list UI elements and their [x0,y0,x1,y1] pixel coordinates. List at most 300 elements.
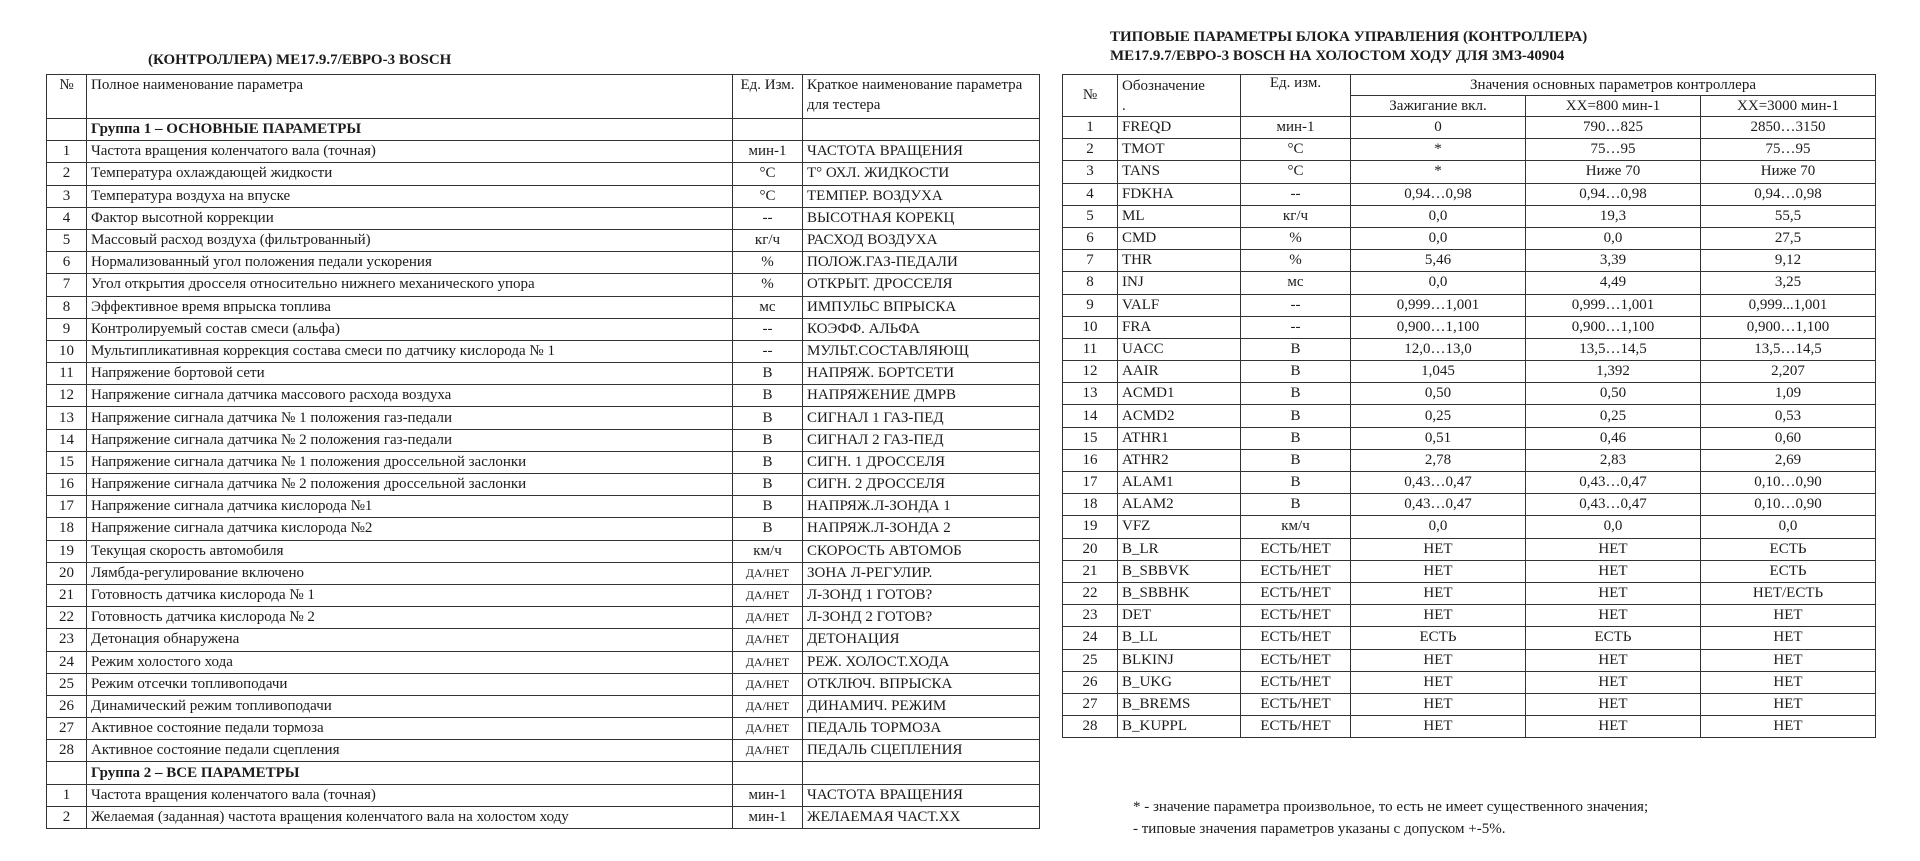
parameter-designation: B_KUPPL [1118,716,1241,738]
row-number: 26 [47,695,87,717]
table-row [47,407,1040,429]
row-number: 5 [1063,205,1118,227]
row-number: 25 [47,673,87,695]
value-ignition-on: НЕТ [1351,538,1526,560]
table-row [1063,538,1876,560]
row-number: 24 [47,651,87,673]
parameter-short-name: Л-ЗОНД 1 ГОТОВ? [803,584,1040,606]
value-idle-3000: 0,10…0,90 [1701,472,1876,494]
parameter-full-name: Напряжение сигнала датчика кислорода №2 [87,518,733,540]
value-ignition-on: * [1351,161,1526,183]
value-idle-3000: Ниже 70 [1701,161,1876,183]
header-designation-dot: . [1122,97,1126,114]
parameter-full-name: Напряжение сигнала датчика № 2 положения дроссельной заслонки [87,474,733,496]
parameter-unit: °С [733,185,803,207]
table-row [47,207,1040,229]
parameter-full-name: Напряжение сигнала датчика кислорода №1 [87,496,733,518]
table-row [47,562,1040,584]
group-row-empty-cell [803,762,1040,784]
parameter-short-name: ДЕТОНАЦИЯ [803,629,1040,651]
parameter-designation: UACC [1118,338,1241,360]
parameter-unit: В [1241,405,1351,427]
row-number: 3 [1063,161,1118,183]
parameter-full-name: Текущая скорость автомобиля [87,540,733,562]
parameter-full-name: Динамический режим топливоподачи [87,695,733,717]
parameter-unit: кг/ч [1241,205,1351,227]
table-row [47,363,1040,385]
parameter-unit: В [733,496,803,518]
parameter-full-name: Активное состояние педали тормоза [87,718,733,740]
header-idle-3000: ХХ=3000 мин-1 [1701,96,1876,117]
parameter-short-name: ЗОНА Л-РЕГУЛИР. [803,562,1040,584]
table-row [47,806,1040,828]
header-ignition: Зажигание вкл. [1351,96,1526,117]
parameter-designation: FDKHA [1118,183,1241,205]
row-number: 28 [1063,716,1118,738]
value-idle-3000: НЕТ [1701,716,1876,738]
header-row [47,75,1040,119]
row-number: 12 [1063,361,1118,383]
row-number: 18 [47,518,87,540]
value-idle-3000: 0,999...1,001 [1701,294,1876,316]
row-number: 23 [47,629,87,651]
table-row [47,740,1040,762]
parameter-designation: TMOT [1118,139,1241,161]
row-number: 24 [1063,627,1118,649]
value-idle-800: 0,94…0,98 [1526,183,1701,205]
footnote-asterisk: * - значение параметра произвольное, то есть не имеет существенного значения; [1133,799,1649,815]
parameter-full-name: Угол открытия дросселя относительно нижнего механического упора [87,274,733,296]
row-number: 7 [1063,250,1118,272]
row-number: 20 [1063,538,1118,560]
parameter-designation: ATHR1 [1118,427,1241,449]
parameter-short-name: ПОЛОЖ.ГАЗ-ПЕДАЛИ [803,252,1040,274]
parameter-short-name: ЖЕЛАЕМАЯ ЧАСТ.ХХ [803,806,1040,828]
parameter-unit: кг/ч [733,229,803,251]
parameter-short-name: РАСХОД ВОЗДУХА [803,229,1040,251]
parameter-full-name: Режим холостого хода [87,651,733,673]
value-idle-3000: 2850…3150 [1701,117,1876,139]
parameter-designation: INJ [1118,272,1241,294]
parameter-designation: BLKINJ [1118,649,1241,671]
parameter-unit: % [733,274,803,296]
table-row [1063,250,1876,272]
parameter-short-name: Т° ОХЛ. ЖИДКОСТИ [803,163,1040,185]
parameter-full-name: Частота вращения коленчатого вала (точная) [87,141,733,163]
parameter-unit: мин-1 [1241,117,1351,139]
table-row [47,163,1040,185]
value-idle-3000: 0,10…0,90 [1701,494,1876,516]
table-row [1063,560,1876,582]
row-number: 8 [1063,272,1118,294]
table-row [47,252,1040,274]
value-idle-800: НЕТ [1526,605,1701,627]
parameter-unit: % [1241,250,1351,272]
right-title-line-2: МЕ17.9.7/ЕВРО-3 BOSCH НА ХОЛОСТОМ ХОДУ ДЛЯ ЗМЗ-40904 [1110,48,1565,64]
row-number: 11 [1063,338,1118,360]
parameter-unit: ЕСТЬ/НЕТ [1241,582,1351,604]
group-row-empty-cell [733,119,803,141]
parameter-short-name: СКОРОСТЬ АВТОМОБ [803,540,1040,562]
parameter-full-name: Желаемая (заданная) частота вращения коленчатого вала на холостом ходу [87,806,733,828]
value-idle-800: 0,46 [1526,427,1701,449]
parameter-unit: В [733,363,803,385]
table-row [47,141,1040,163]
value-idle-800: 0,0 [1526,227,1701,249]
parameter-unit: ЕСТЬ/НЕТ [1241,627,1351,649]
table-row [1063,139,1876,161]
value-idle-800: ЕСТЬ [1526,627,1701,649]
parameter-unit: ЕСТЬ/НЕТ [1241,716,1351,738]
row-number: 17 [1063,472,1118,494]
parameter-unit: В [733,474,803,496]
row-number: 27 [47,718,87,740]
group-row-empty-cell [803,119,1040,141]
table-row [1063,183,1876,205]
value-idle-3000: ЕСТЬ [1701,560,1876,582]
value-idle-800: 13,5…14,5 [1526,338,1701,360]
group-row-empty-cell [47,119,87,141]
value-idle-800: 75…95 [1526,139,1701,161]
row-number: 19 [47,540,87,562]
value-ignition-on: 0,50 [1351,383,1526,405]
parameter-short-name: НАПРЯЖ.Л-ЗОНДА 2 [803,518,1040,540]
parameter-short-name: СИГНАЛ 1 ГАЗ-ПЕД [803,407,1040,429]
row-number: 6 [1063,227,1118,249]
parameter-short-name: ВЫСОТНАЯ КОРЕКЦ [803,207,1040,229]
parameter-short-name: НАПРЯЖЕНИЕ ДМРВ [803,385,1040,407]
parameter-unit: В [1241,427,1351,449]
row-number: 12 [47,385,87,407]
value-idle-800: НЕТ [1526,671,1701,693]
parameter-designation: B_SBBHK [1118,582,1241,604]
parameter-unit: -- [733,318,803,340]
parameter-unit: мин-1 [733,784,803,806]
value-ignition-on: 5,46 [1351,250,1526,272]
parameter-short-name: РЕЖ. ХОЛОСТ.ХОДА [803,651,1040,673]
group-row-empty-cell [47,762,87,784]
value-idle-800: 0,43…0,47 [1526,472,1701,494]
table-row [47,784,1040,806]
value-ignition-on: 2,78 [1351,449,1526,471]
table-row [1063,627,1876,649]
value-idle-800: 0,43…0,47 [1526,494,1701,516]
parameter-unit: °С [1241,161,1351,183]
row-number: 17 [47,496,87,518]
row-number: 18 [1063,494,1118,516]
parameter-unit: ДА/НЕТ [733,740,803,762]
table-row [1063,472,1876,494]
group-title: Группа 2 – ВСЕ ПАРАМЕТРЫ [87,762,733,784]
row-number: 1 [47,141,87,163]
parameter-full-name: Напряжение сигнала датчика массового расхода воздуха [87,385,733,407]
row-number: 22 [1063,582,1118,604]
parameter-unit: -- [1241,294,1351,316]
value-idle-800: НЕТ [1526,693,1701,715]
value-ignition-on: НЕТ [1351,582,1526,604]
parameter-unit: км/ч [1241,516,1351,538]
row-number: 11 [47,363,87,385]
value-idle-3000: 1,09 [1701,383,1876,405]
parameter-short-name: Л-ЗОНД 2 ГОТОВ? [803,607,1040,629]
value-ignition-on: 0 [1351,117,1526,139]
value-ignition-on: 0,900…1,100 [1351,316,1526,338]
parameter-short-name: КОЭФФ. АЛЬФА [803,318,1040,340]
parameter-unit: -- [733,340,803,362]
parameter-designation: ACMD1 [1118,383,1241,405]
parameter-unit: °С [733,163,803,185]
value-idle-3000: 2,207 [1701,361,1876,383]
row-number: 23 [1063,605,1118,627]
parameter-full-name: Напряжение сигнала датчика № 1 положения дроссельной заслонки [87,451,733,473]
value-idle-800: Ниже 70 [1526,161,1701,183]
table-row [1063,449,1876,471]
row-number: 21 [47,584,87,606]
value-idle-800: 0,25 [1526,405,1701,427]
table-row [47,429,1040,451]
parameter-unit: ЕСТЬ/НЕТ [1241,560,1351,582]
value-ignition-on: 12,0…13,0 [1351,338,1526,360]
value-idle-3000: 0,60 [1701,427,1876,449]
parameter-unit: В [733,451,803,473]
parameter-designation: ALAM2 [1118,494,1241,516]
table-row [1063,649,1876,671]
value-idle-3000: НЕТ [1701,605,1876,627]
parameter-short-name: МУЛЬТ.СОСТАВЛЯЮЩ [803,340,1040,362]
value-ignition-on: НЕТ [1351,560,1526,582]
parameter-full-name: Напряжение бортовой сети [87,363,733,385]
table-row [47,451,1040,473]
parameter-unit: -- [733,207,803,229]
parameter-full-name: Мультипликативная коррекция состава смеси по датчику кислорода № 1 [87,340,733,362]
value-idle-800: 790…825 [1526,117,1701,139]
parameter-unit: мс [733,296,803,318]
group-title: Группа 1 – ОСНОВНЫЕ ПАРАМЕТРЫ [87,119,733,141]
parameter-designation: DET [1118,605,1241,627]
parameter-designation: VFZ [1118,516,1241,538]
table-row [47,695,1040,717]
table-row [1063,294,1876,316]
header-row-1 [1063,75,1876,96]
table-row [47,229,1040,251]
parameter-short-name: ЧАСТОТА ВРАЩЕНИЯ [803,141,1040,163]
parameter-short-name: НАПРЯЖ. БОРТСЕТИ [803,363,1040,385]
table-row [1063,361,1876,383]
row-number: 7 [47,274,87,296]
value-ignition-on: ЕСТЬ [1351,627,1526,649]
parameter-short-name: ОТКРЫТ. ДРОССЕЛЯ [803,274,1040,296]
value-ignition-on: НЕТ [1351,693,1526,715]
value-idle-800: 3,39 [1526,250,1701,272]
table-row [1063,227,1876,249]
parameter-designation: ATHR2 [1118,449,1241,471]
parameter-short-name: ОТКЛЮЧ. ВПРЫСКА [803,673,1040,695]
group-row-empty-cell [733,762,803,784]
row-number: 14 [1063,405,1118,427]
parameter-full-name: Активное состояние педали сцепления [87,740,733,762]
table-row [47,296,1040,318]
header-unit: Ед. Изм. [733,75,803,119]
table-row [47,340,1040,362]
parameter-designation: B_BREMS [1118,693,1241,715]
parameter-unit: ДА/НЕТ [733,584,803,606]
value-ignition-on: НЕТ [1351,605,1526,627]
parameter-designation: B_LL [1118,627,1241,649]
value-ignition-on: 0,43…0,47 [1351,494,1526,516]
header-short-name: Краткое наименование параметра для тестера [803,75,1040,119]
table-row [47,584,1040,606]
table-row [47,718,1040,740]
value-idle-800: 1,392 [1526,361,1701,383]
value-idle-3000: 0,900…1,100 [1701,316,1876,338]
parameter-unit: % [733,252,803,274]
table-row [1063,427,1876,449]
parameter-unit: -- [1241,183,1351,205]
table-row [47,540,1040,562]
value-idle-3000: 0,0 [1701,516,1876,538]
parameter-short-name: ТЕМПЕР. ВОЗДУХА [803,185,1040,207]
row-number: 15 [1063,427,1118,449]
parameter-designation: B_LR [1118,538,1241,560]
table-row [47,673,1040,695]
row-number: 1 [1063,117,1118,139]
value-idle-3000: НЕТ [1701,627,1876,649]
parameter-unit: В [733,518,803,540]
value-idle-3000: 0,94…0,98 [1701,183,1876,205]
table-row [47,385,1040,407]
table-row [1063,494,1876,516]
value-ignition-on: НЕТ [1351,716,1526,738]
value-ignition-on: 0,0 [1351,205,1526,227]
row-number: 28 [47,740,87,762]
table-row [1063,582,1876,604]
parameter-unit: ЕСТЬ/НЕТ [1241,605,1351,627]
table-row [1063,161,1876,183]
value-idle-800: 19,3 [1526,205,1701,227]
table-row [47,629,1040,651]
header-values: Значения основных параметров контроллера [1351,75,1876,96]
header-idle-800: ХХ=800 мин-1 [1526,96,1701,117]
parameter-full-name: Фактор высотной коррекции [87,207,733,229]
left-table-title: (КОНТРОЛЛЕРА) МЕ17.9.7/ЕВРО-3 BOSCH [148,52,452,68]
parameter-unit: ДА/НЕТ [733,695,803,717]
table-row [1063,605,1876,627]
parameter-unit: мин-1 [733,806,803,828]
parameter-short-name: ЧАСТОТА ВРАЩЕНИЯ [803,784,1040,806]
row-number: 20 [47,562,87,584]
typical-values-table-body [1063,117,1876,738]
parameter-full-name: Температура охлаждающей жидкости [87,163,733,185]
parameter-designation: FREQD [1118,117,1241,139]
table-row [1063,338,1876,360]
parameter-full-name: Частота вращения коленчатого вала (точная) [87,784,733,806]
value-idle-800: 0,999…1,001 [1526,294,1701,316]
header-designation [1118,75,1241,117]
row-number: 8 [47,296,87,318]
table-row [47,651,1040,673]
value-ignition-on: 0,0 [1351,227,1526,249]
parameter-full-name: Готовность датчика кислорода № 1 [87,584,733,606]
row-number: 16 [47,474,87,496]
table-row [47,518,1040,540]
parameter-full-name: Массовый расход воздуха (фильтрованный) [87,229,733,251]
parameter-unit: км/ч [733,540,803,562]
value-idle-800: 0,50 [1526,383,1701,405]
parameter-unit: ДА/НЕТ [733,718,803,740]
header-num: № [1063,75,1118,117]
parameter-full-name: Контролируемый состав смеси (альфа) [87,318,733,340]
value-idle-800: НЕТ [1526,649,1701,671]
value-idle-800: НЕТ [1526,560,1701,582]
value-ignition-on: 0,51 [1351,427,1526,449]
table-row [47,496,1040,518]
row-number: 19 [1063,516,1118,538]
value-ignition-on: 1,045 [1351,361,1526,383]
parameter-designation: B_SBBVK [1118,560,1241,582]
parameter-full-name: Нормализованный угол положения педали ускорения [87,252,733,274]
value-ignition-on: * [1351,139,1526,161]
parameter-short-name: СИГНАЛ 2 ГАЗ-ПЕД [803,429,1040,451]
value-idle-3000: 2,69 [1701,449,1876,471]
table-row [1063,117,1876,139]
parameter-unit: В [1241,361,1351,383]
table-row [1063,716,1876,738]
value-idle-3000: 9,12 [1701,250,1876,272]
row-number: 2 [47,163,87,185]
row-number: 9 [1063,294,1118,316]
row-number: 27 [1063,693,1118,715]
right-title-line-1: ТИПОВЫЕ ПАРАМЕТРЫ БЛОКА УПРАВЛЕНИЯ (КОНТРОЛЛЕРА) [1110,29,1588,45]
row-number: 13 [1063,383,1118,405]
parameter-unit: В [733,429,803,451]
value-ignition-on: 0,0 [1351,516,1526,538]
value-idle-800: НЕТ [1526,582,1701,604]
row-number: 5 [47,229,87,251]
parameter-unit: ЕСТЬ/НЕТ [1241,538,1351,560]
group-row-main-parameters [47,119,1040,141]
parameter-short-name: ПЕДАЛЬ ТОРМОЗА [803,718,1040,740]
row-number: 22 [47,607,87,629]
header-num: № [47,75,87,119]
parameter-designation: CMD [1118,227,1241,249]
footnote-tolerance: - типовые значения параметров указаны с допуском +-5%. [1133,821,1506,837]
value-ignition-on: НЕТ [1351,649,1526,671]
value-ignition-on: 0,999…1,001 [1351,294,1526,316]
parameter-full-name: Лямбда-регулирование включено [87,562,733,584]
parameter-short-name: СИГН. 1 ДРОССЕЛЯ [803,451,1040,473]
row-number: 13 [47,407,87,429]
parameter-unit: ЕСТЬ/НЕТ [1241,693,1351,715]
parameter-designation: ALAM1 [1118,472,1241,494]
parameter-designation: B_UKG [1118,671,1241,693]
parameter-full-name: Температура воздуха на впуске [87,185,733,207]
parameter-unit: В [733,407,803,429]
value-idle-3000: НЕТ [1701,671,1876,693]
table-row [1063,516,1876,538]
row-number: 21 [1063,560,1118,582]
row-number: 2 [1063,139,1118,161]
value-idle-3000: 27,5 [1701,227,1876,249]
value-ignition-on: 0,43…0,47 [1351,472,1526,494]
parameter-designation: FRA [1118,316,1241,338]
value-ignition-on: 0,25 [1351,405,1526,427]
parameter-unit: мс [1241,272,1351,294]
parameter-unit: -- [1241,316,1351,338]
row-number: 10 [1063,316,1118,338]
right-table-title [1110,28,1587,66]
parameter-unit: ДА/НЕТ [733,673,803,695]
row-number: 15 [47,451,87,473]
